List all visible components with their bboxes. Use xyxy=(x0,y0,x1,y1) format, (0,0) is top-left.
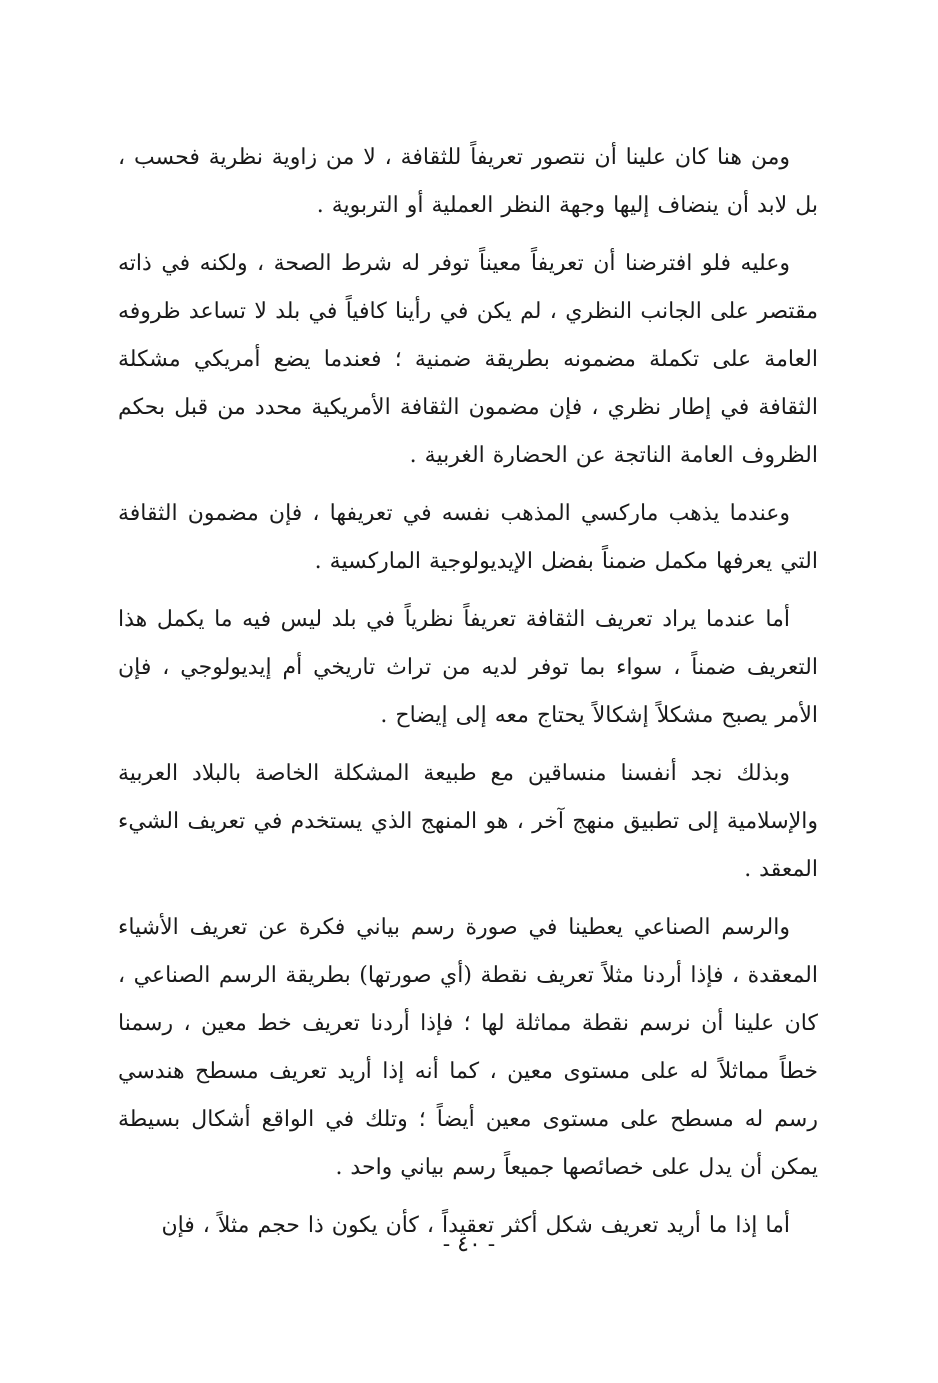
paragraph-4: أما عندما يراد تعريف الثقافة تعريفاً نظرياً في بلد ليس فيه ما يكمل هذا التعريف ضمناً ، سواء بما توفر لديه من تراث تاريخي أم إيديولوجي ، فإن الأمر يصبح مشكلاً إشكالاً يحتاج معه إلى إيضاح . xyxy=(118,607,818,728)
body-text xyxy=(118,134,818,1250)
paragraph-7: أما إذا ما أريد تعريف شكل أكثر تعقيداً ، كأن يكون ذا حجم مثلاً ، فإن xyxy=(161,1213,790,1238)
paragraph-6: والرسم الصناعي يعطينا في صورة رسم بياني فكرة عن تعريف الأشياء المعقدة ، فإذا أردنا مثلاً تعريف نقطة (أي صورتها) بطريقة الرسم الصناعي ، كان علينا أن نرسم نقطة مماثلة لها ؛ فإذا أردنا تعريف خط معين ، رسمنا خطاً مماثلاً له على مستوى معين ، كما أنه إذا أريد تعريف مسطح هندسي رسم له مسطح على مستوى معين أيضاً ؛ وتلك في الواقع أشكال بسيطة يمكن أن يدل على خصائصها جميعاً رسم بياني واحد . xyxy=(118,915,818,1180)
page-number: - ٤٠ - xyxy=(442,1232,496,1257)
paragraph-5: وبذلك نجد أنفسنا منساقين مع طبيعة المشكلة الخاصة بالبلاد العربية والإسلامية إلى تطبيق منهج آخر ، هو المنهج الذي يستخدم في تعريف الشيء المعقد . xyxy=(118,761,818,882)
paragraph-1: ومن هنا كان علينا أن نتصور تعريفاً للثقافة ، لا من زاوية نظرية فحسب ، بل لابد أن ينضاف إليها وجهة النظر العملية أو التربوية . xyxy=(118,145,818,218)
paragraph-3: وعندما يذهب ماركسي المذهب نفسه في تعريفها ، فإن مضمون الثقافة التي يعرفها مكمل ضمناً بفضل الإيديولوجية الماركسية . xyxy=(118,501,818,574)
paragraph-2: وعليه فلو افترضنا أن تعريفاً معيناً توفر له شرط الصحة ، ولكنه في ذاته مقتصر على الجانب النظري ، لم يكن في رأينا كافياً في بلد لا تساعد ظروفه العامة على تكملة مضمونه بطريقة ضمنية ؛ فعندما يضع أمريكي مشكلة الثقافة في إطار نظري ، فإن مضمون الثقافة الأمريكية محدد من قبل بحكم الظروف العامة الناتجة عن الحضارة الغربية . xyxy=(118,251,818,468)
